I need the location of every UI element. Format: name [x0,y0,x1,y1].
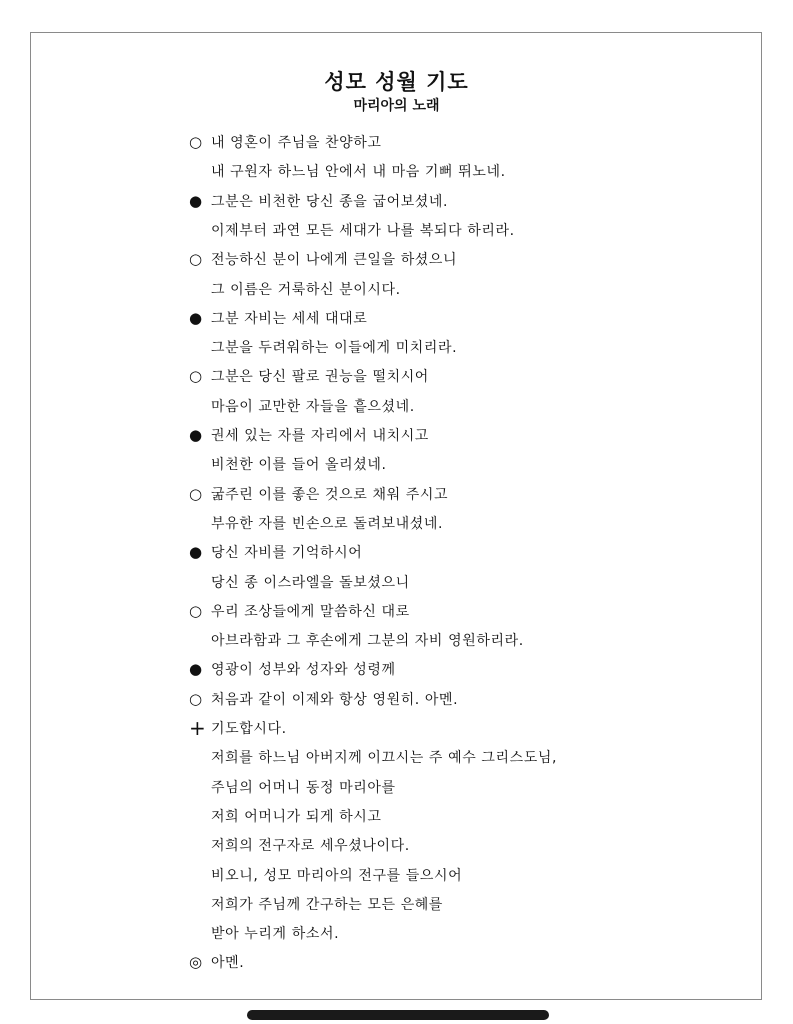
prayer-line [189,601,410,621]
open-circle-marker: ○ [189,485,203,503]
prayer-line-text: 부유한 자를 빈손으로 돌려보내셨네. [211,516,444,532]
prayer-line-text: 아브라함과 그 후손에게 그분의 자비 영원하리라. [211,633,524,649]
open-circle-marker: ○ [189,690,203,708]
prayer-line-text: 저희 어머니가 되게 하시고 [211,809,382,825]
filled-circle-marker: ● [189,192,203,210]
prayer-line-text: 우리 조상들에게 말씀하신 대로 [211,604,410,620]
prayer-line [211,806,382,826]
prayer-line-text: 전능하신 분이 나에게 큰일을 하셨으니 [211,252,458,268]
prayer-line [211,161,506,181]
prayer-line [189,366,429,386]
prayer-line-text: 그분 자비는 세세 대대로 [211,311,368,327]
prayer-line-text: 기도합시다. [211,721,287,737]
open-circle-marker: ○ [189,602,203,620]
prayer-line [211,337,457,357]
prayer-line [211,279,401,299]
prayer-line-text: 당신 자비를 기억하시어 [211,545,363,561]
prayer-line-text: 영광이 성부와 성자와 성령께 [211,662,396,678]
prayer-line [211,865,462,885]
prayer-line [211,396,415,416]
prayer-line [211,923,339,943]
prayer-line-text: 내 영혼이 주님을 찬양하고 [211,135,382,151]
prayer-line [189,689,458,709]
prayer-line-text: 이제부터 과연 모든 세대가 나를 복되다 하리라. [211,223,515,239]
prayer-line [211,894,443,914]
prayer-line [189,425,429,445]
filled-circle-marker: ● [189,543,203,561]
prayer-line-text: 비천한 이를 들어 올리셨네. [211,457,387,473]
prayer-line [189,191,448,211]
prayer-line-text: 저희를 하느님 아버지께 이끄시는 주 예수 그리스도님, [211,750,558,766]
page-title: 성모 성월 기도 [324,70,469,94]
prayer-line-text: 권세 있는 자를 자리에서 내치시고 [211,428,429,444]
prayer-line [211,777,396,797]
open-circle-marker: ○ [189,250,203,268]
home-indicator[interactable] [247,1010,549,1020]
prayer-line [211,454,387,474]
double-circle-marker: ◎ [189,953,203,971]
prayer-line-text: 그 이름은 거룩하신 분이시다. [211,282,401,298]
filled-circle-marker: ● [189,660,203,678]
prayer-line [211,747,557,767]
open-circle-marker: ○ [189,133,203,151]
prayer-line-text: 굶주린 이를 좋은 것으로 채워 주시고 [211,487,449,503]
prayer-line-text: 마음이 교만한 자들을 흩으셨네. [211,399,415,415]
filled-circle-marker: ● [189,426,203,444]
prayer-line [211,220,515,240]
prayer-line-text: 저희가 주님께 간구하는 모든 은혜를 [211,897,444,913]
prayer-line [211,513,443,533]
prayer-line-text: 주님의 어머니 동정 마리아를 [211,780,396,796]
cross-marker: + [189,716,207,740]
prayer-line-text: 그분은 비천한 당신 종을 굽어보셨네. [211,194,449,210]
prayer-line-text: 그분을 두려워하는 이들에게 미치리라. [211,340,458,356]
prayer-line [189,659,396,679]
prayer-line [189,484,448,504]
prayer-line [189,308,367,328]
prayer-line [189,718,287,738]
prayer-line [189,249,457,269]
prayer-line [189,132,382,152]
prayer-line-text: 저희의 전구자로 세우셨나이다. [211,838,410,854]
prayer-line [189,952,244,972]
prayer-line-text: 아멘. [211,955,245,971]
prayer-line-text: 당신 종 이스라엘을 돌보셨으니 [211,575,410,591]
prayer-line-text: 내 구원자 하느님 안에서 내 마음 기뻐 뛰노네. [211,164,506,180]
prayer-line-text: 그분은 당신 팔로 권능을 떨치시어 [211,369,429,385]
prayer-line-text: 비오니, 성모 마리아의 전구를 들으시어 [211,868,463,884]
prayer-line-text: 받아 누리게 하소서. [211,926,340,942]
page-subtitle: 마리아의 노래 [353,98,440,114]
filled-circle-marker: ● [189,309,203,327]
prayer-line [211,835,410,855]
open-circle-marker: ○ [189,367,203,385]
prayer-line [211,630,524,650]
prayer-line-text: 처음과 같이 이제와 항상 영원히. 아멘. [211,692,459,708]
prayer-line [189,542,362,562]
prayer-line [211,572,410,592]
